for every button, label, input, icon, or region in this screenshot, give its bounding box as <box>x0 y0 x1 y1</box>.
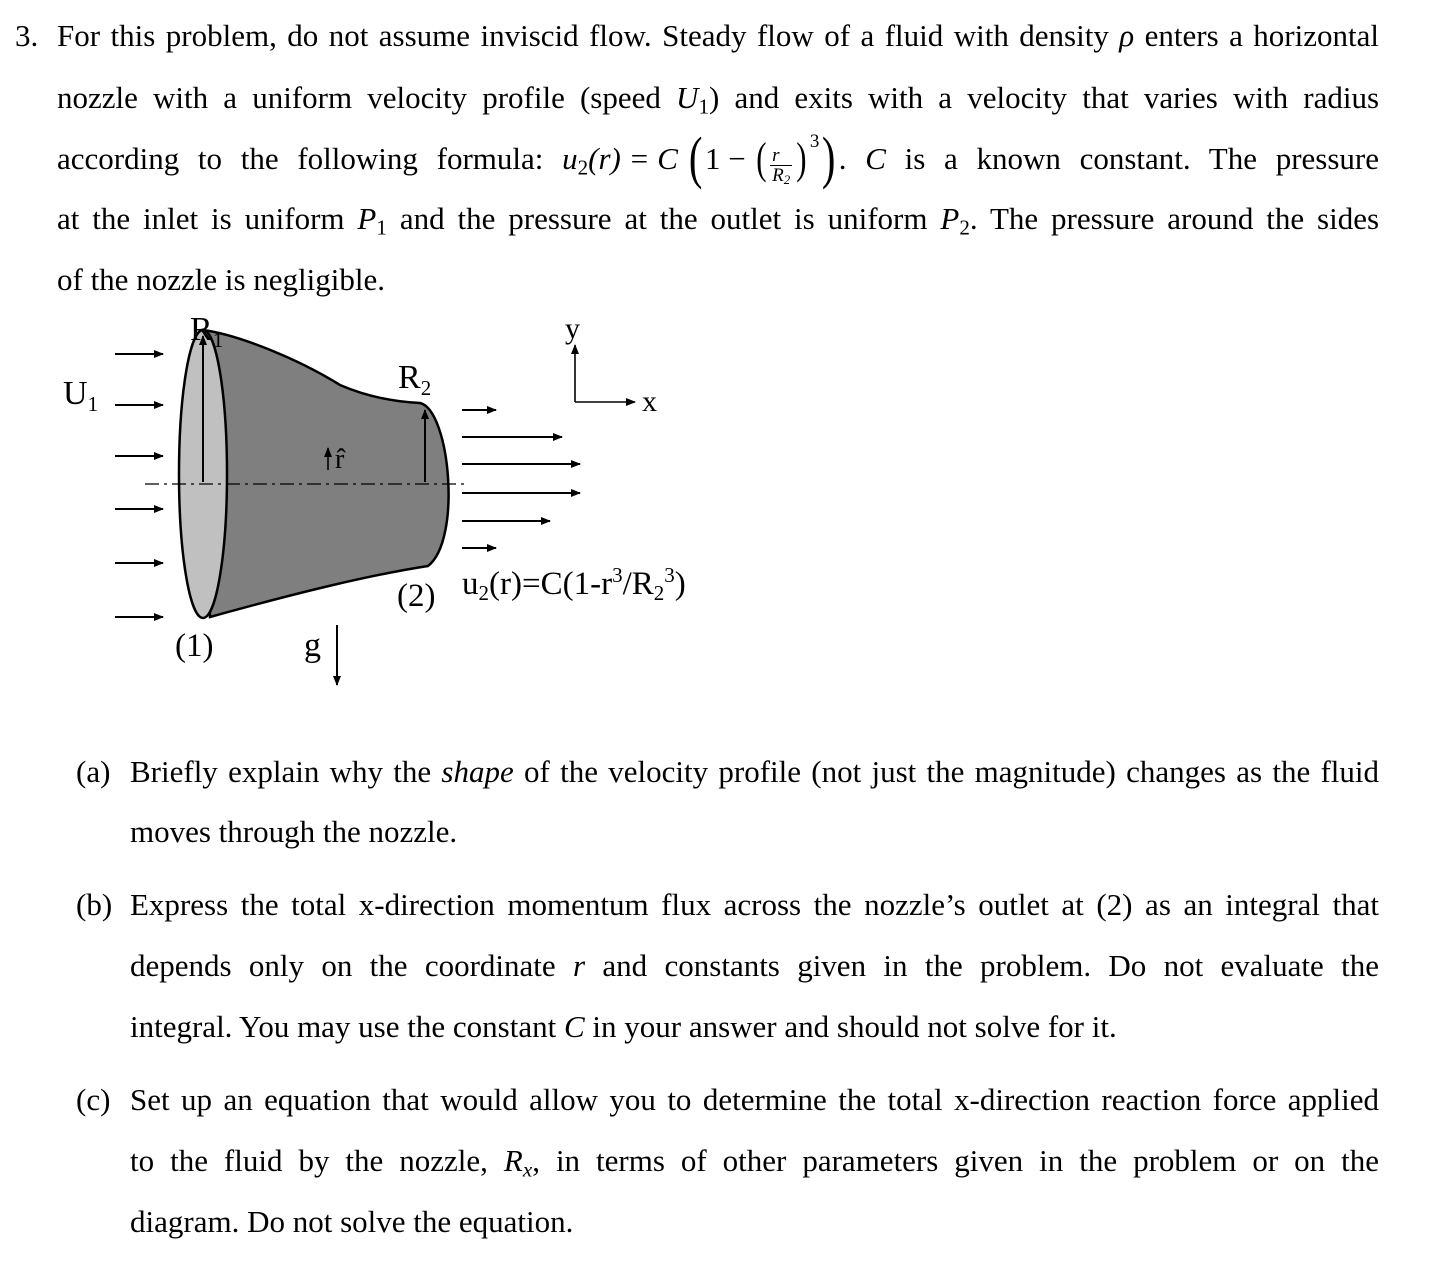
gravity-label: g <box>304 627 321 664</box>
part-b-label: (b) <box>76 887 113 922</box>
velocity-formula: $u_2(r) = C$ (1 − ( $\frac{r}{R_2}$ ) $^3$). <box>562 125 847 190</box>
outlet-profile-label: $u2(r)=C(1-r^3/R2^3)$ <box>462 563 686 605</box>
r2-label: $R_2$ <box>398 359 432 400</box>
outlet-velocity-arrows <box>462 410 580 548</box>
r-hat-label: r̂ <box>335 444 345 475</box>
part-b-line-1: Express the total x-direction momentum flux across the nozzle’s outlet at (2) as an integral that <box>130 887 1379 922</box>
r1-label: $R_1$ <box>190 311 224 352</box>
inlet-velocity-arrows <box>115 354 163 617</box>
part-b-line-2: depends only on the coordinate r and constants given in the problem. Do not evaluate the <box>130 948 1379 983</box>
rho-symbol: ρ <box>1119 18 1135 53</box>
intro-line-4: at the inlet is uniform $P_1$ and the pressure at the outlet is uniform $P_2$. The pressure around the sides <box>57 201 1380 240</box>
nozzle-diagram <box>0 300 760 700</box>
y-axis-label: y <box>565 312 580 345</box>
section-1-label: (1) <box>175 628 214 664</box>
section-2-label: (2) <box>397 578 436 614</box>
intro-line-1: For this problem, do not assume inviscid flow. Steady flow of a fluid with density ρ enters a horizontal <box>57 18 1379 53</box>
intro-line-2: nozzle with a uniform velocity profile (speed $U_1$) and exits with a velocity that varies with radius <box>57 80 1380 119</box>
part-a-line-1: Briefly explain why the shape of the velocity profile (not just the magnitude) changes as the fluid <box>130 754 1380 789</box>
u1-label: $U_1$ <box>63 375 99 416</box>
problem-number: 3. <box>15 18 39 53</box>
part-a-line-2: moves through the nozzle. <box>130 814 458 849</box>
intro-line-3: according to the following formula: $u_2(r) = C$ (1 − ( $\frac{r}{R_2}$ ) $^3$). C is a known constant. The pressure <box>57 125 1379 190</box>
intro-line-5: of the nozzle is negligible. <box>57 262 385 297</box>
part-b-line-3: integral. You may use the constant C in your answer and should not solve for it. <box>130 1009 1117 1044</box>
part-c-line-2: to the fluid by the nozzle, $R_x$, in terms of other parameters given in the problem or on the <box>130 1143 1380 1182</box>
part-c-line-3: diagram. Do not solve the equation. <box>130 1204 574 1239</box>
part-c-label: (c) <box>76 1082 111 1117</box>
x-axis-label: x <box>642 385 657 418</box>
part-c-line-1: Set up an equation that would allow you to determine the total x-direction reaction force applied <box>130 1082 1379 1117</box>
part-a-label: (a) <box>76 754 111 789</box>
